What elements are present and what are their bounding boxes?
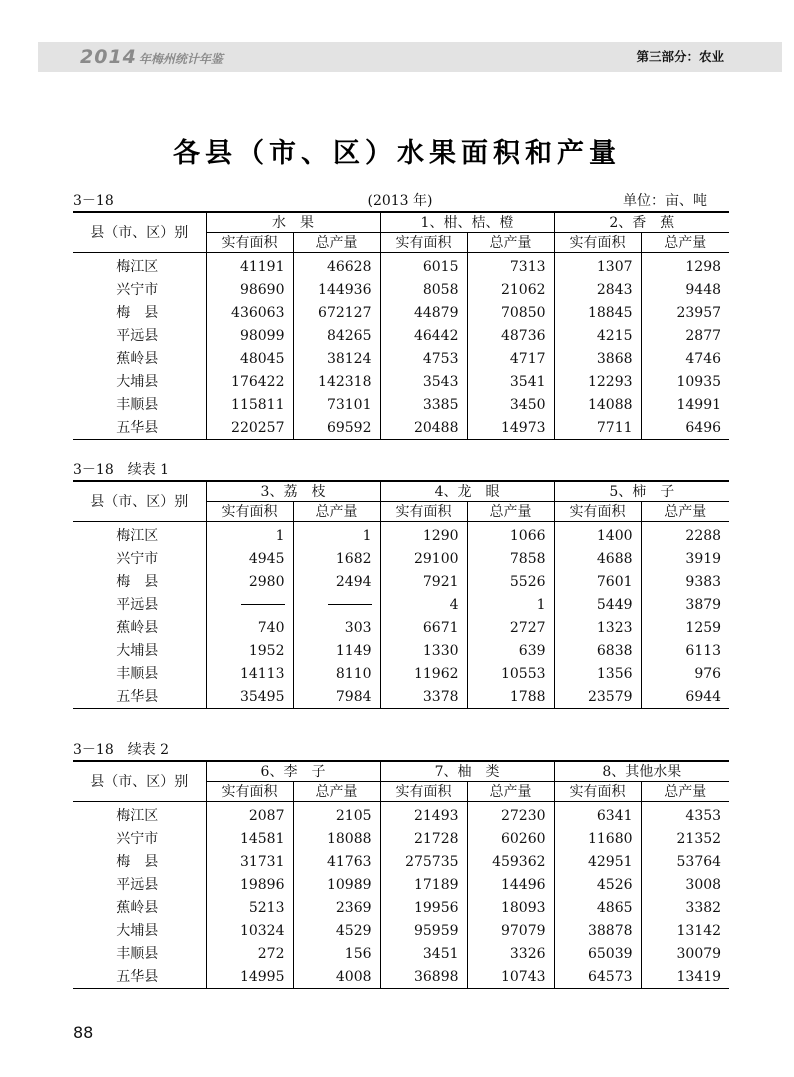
group-header: 6、李 子 xyxy=(206,761,380,782)
county-column-header: 县（市、区）别 xyxy=(73,481,206,522)
output-cell: 53764 xyxy=(641,850,729,873)
table-row xyxy=(73,896,729,919)
output-cell: 156 xyxy=(293,942,380,965)
county-name: 丰顺县 xyxy=(116,945,159,962)
county-name: 丰顺县 xyxy=(116,396,159,413)
area-cell: 14088 xyxy=(554,393,641,416)
output-cell: 21352 xyxy=(641,827,729,850)
output-cell: 6496 xyxy=(641,416,729,440)
area-cell: 6015 xyxy=(380,253,467,279)
output-cell: 672127 xyxy=(293,301,380,324)
table-row xyxy=(73,616,729,639)
area-cell: 176422 xyxy=(206,370,293,393)
table-row xyxy=(73,393,729,416)
table-row xyxy=(73,522,729,548)
output-cell: 60260 xyxy=(467,827,554,850)
output-cell: 3008 xyxy=(641,873,729,896)
area-cell: 5213 xyxy=(206,896,293,919)
output-cell: 18088 xyxy=(293,827,380,850)
area-cell: 1307 xyxy=(554,253,641,279)
output-cell: 10743 xyxy=(467,965,554,989)
output-cell: 4717 xyxy=(467,347,554,370)
area-cell: 1356 xyxy=(554,662,641,685)
area-cell: 11962 xyxy=(380,662,467,685)
area-cell: 6341 xyxy=(554,802,641,828)
table-row xyxy=(73,324,729,347)
group-header: 1、柑、桔、橙 xyxy=(380,212,554,233)
output-cell: 1 xyxy=(293,522,380,548)
fruit-table xyxy=(73,480,729,709)
fruit-table xyxy=(73,211,729,440)
output-cell: 10553 xyxy=(467,662,554,685)
table-row xyxy=(73,873,729,896)
area-header: 实有面积 xyxy=(554,782,641,802)
area-header: 实有面积 xyxy=(554,233,641,253)
output-cell: 1298 xyxy=(641,253,729,279)
county-name: 平远县 xyxy=(116,327,159,344)
area-header: 实有面积 xyxy=(380,233,467,253)
output-cell: 38124 xyxy=(293,347,380,370)
area-cell: 48045 xyxy=(206,347,293,370)
output-cell: 84265 xyxy=(293,324,380,347)
output-cell: 2105 xyxy=(293,802,380,828)
table-row xyxy=(73,278,729,301)
output-cell: 3879 xyxy=(641,593,729,616)
table-row xyxy=(73,639,729,662)
area-cell: 3385 xyxy=(380,393,467,416)
area-cell: 17189 xyxy=(380,873,467,896)
no-data-dash xyxy=(328,604,372,605)
county-name: 梅 县 xyxy=(116,304,159,321)
table-row xyxy=(73,919,729,942)
area-cell: 31731 xyxy=(206,850,293,873)
county-name: 梅江区 xyxy=(116,807,159,824)
output-cell: 1 xyxy=(467,593,554,616)
county-name: 蕉岭县 xyxy=(116,899,159,916)
county-name: 兴宁市 xyxy=(116,281,159,298)
table-code-number: 3－18 xyxy=(73,742,114,758)
table-code xyxy=(73,740,169,760)
output-header: 总产量 xyxy=(641,782,729,802)
area-cell: 6671 xyxy=(380,616,467,639)
output-cell: 459362 xyxy=(467,850,554,873)
area-cell: 14995 xyxy=(206,965,293,989)
output-cell: 1259 xyxy=(641,616,729,639)
output-cell: 144936 xyxy=(293,278,380,301)
area-cell: 1330 xyxy=(380,639,467,662)
output-cell: 4008 xyxy=(293,965,380,989)
table-row xyxy=(73,827,729,850)
area-cell: 3868 xyxy=(554,347,641,370)
output-cell: 10935 xyxy=(641,370,729,393)
area-cell: 740 xyxy=(206,616,293,639)
output-cell: 3326 xyxy=(467,942,554,965)
output-cell: 4529 xyxy=(293,919,380,942)
county-name: 五华县 xyxy=(73,965,206,989)
area-cell: 3378 xyxy=(380,685,467,709)
table-row xyxy=(73,370,729,393)
area-cell: 18845 xyxy=(554,301,641,324)
area-header: 实有面积 xyxy=(380,782,467,802)
group-header: 水 果 xyxy=(206,212,380,233)
area-cell: 272 xyxy=(206,942,293,965)
output-cell: 9383 xyxy=(641,570,729,593)
area-cell: 64573 xyxy=(554,965,641,989)
area-cell: 3543 xyxy=(380,370,467,393)
area-cell: 1 xyxy=(206,522,293,548)
area-cell: 20488 xyxy=(380,416,467,440)
output-cell: 6944 xyxy=(641,685,729,709)
area-header: 实有面积 xyxy=(206,782,293,802)
group-header: 3、荔 枝 xyxy=(206,481,380,502)
area-cell: 12293 xyxy=(554,370,641,393)
area-cell: 1323 xyxy=(554,616,641,639)
output-header: 总产量 xyxy=(641,502,729,522)
area-cell: 1290 xyxy=(380,522,467,548)
output-cell: 1682 xyxy=(293,547,380,570)
area-cell: 2087 xyxy=(206,802,293,828)
area-cell: 38878 xyxy=(554,919,641,942)
output-cell: 639 xyxy=(467,639,554,662)
output-cell: 69592 xyxy=(293,416,380,440)
output-header: 总产量 xyxy=(467,233,554,253)
table-code-number: 3－18 xyxy=(73,462,114,478)
area-cell: 19896 xyxy=(206,873,293,896)
output-cell: 70850 xyxy=(467,301,554,324)
area-header: 实有面积 xyxy=(206,502,293,522)
table-code: 3－18 xyxy=(73,193,114,209)
area-cell: 4753 xyxy=(380,347,467,370)
county-name: 大埔县 xyxy=(116,373,159,390)
county-name: 梅江区 xyxy=(116,527,159,544)
county-name: 五华县 xyxy=(73,685,206,709)
area-header: 实有面积 xyxy=(554,502,641,522)
table-unit: 单位：亩、吨 xyxy=(623,193,707,209)
area-cell: 4688 xyxy=(554,547,641,570)
continuation-label: 续表 1 xyxy=(127,462,170,478)
output-cell: 5526 xyxy=(467,570,554,593)
area-cell: 7921 xyxy=(380,570,467,593)
area-cell: 4865 xyxy=(554,896,641,919)
output-cell: 18093 xyxy=(467,896,554,919)
output-cell: 13142 xyxy=(641,919,729,942)
group-header: 7、柚 类 xyxy=(380,761,554,782)
table-caption xyxy=(73,191,727,211)
area-cell: 4 xyxy=(380,593,467,616)
output-header: 总产量 xyxy=(293,233,380,253)
output-cell: 73101 xyxy=(293,393,380,416)
output-cell: 48736 xyxy=(467,324,554,347)
output-cell: 21062 xyxy=(467,278,554,301)
table-code xyxy=(73,460,169,480)
output-cell: 2494 xyxy=(293,570,380,593)
area-cell: 44879 xyxy=(380,301,467,324)
output-cell: 3382 xyxy=(641,896,729,919)
area-cell: 23579 xyxy=(554,685,641,709)
county-name: 兴宁市 xyxy=(116,550,159,567)
output-cell: 2727 xyxy=(467,616,554,639)
output-cell: 97079 xyxy=(467,919,554,942)
output-cell: 10989 xyxy=(293,873,380,896)
area-cell: 4215 xyxy=(554,324,641,347)
output-cell: 8110 xyxy=(293,662,380,685)
output-cell: 23957 xyxy=(641,301,729,324)
area-cell: 21493 xyxy=(380,802,467,828)
county-name: 蕉岭县 xyxy=(116,350,159,367)
table-row xyxy=(73,802,729,828)
output-cell: 30079 xyxy=(641,942,729,965)
output-cell: 14991 xyxy=(641,393,729,416)
group-header: 8、其他水果 xyxy=(554,761,729,782)
area-cell: 3451 xyxy=(380,942,467,965)
output-cell: 1149 xyxy=(293,639,380,662)
county-name: 蕉岭县 xyxy=(116,619,159,636)
output-cell: 41763 xyxy=(293,850,380,873)
output-cell: 7858 xyxy=(467,547,554,570)
output-cell: 3450 xyxy=(467,393,554,416)
table-row xyxy=(73,662,729,685)
output-cell: 1788 xyxy=(467,685,554,709)
area-cell: 1952 xyxy=(206,639,293,662)
output-cell: 4746 xyxy=(641,347,729,370)
area-cell: 98099 xyxy=(206,324,293,347)
output-cell: 7984 xyxy=(293,685,380,709)
table-caption xyxy=(73,460,727,480)
continuation-label: 续表 2 xyxy=(127,742,170,758)
output-header: 总产量 xyxy=(293,502,380,522)
area-cell: 275735 xyxy=(380,850,467,873)
yearbook-year: 2014 xyxy=(80,46,137,68)
table-row xyxy=(73,570,729,593)
yearbook-name xyxy=(80,44,223,70)
output-cell: 303 xyxy=(293,616,380,639)
output-cell: 3919 xyxy=(641,547,729,570)
county-column-header: 县（市、区）别 xyxy=(73,761,206,802)
area-cell: 46442 xyxy=(380,324,467,347)
fruit-table xyxy=(73,760,729,989)
county-name: 五华县 xyxy=(73,416,206,440)
table-row xyxy=(73,301,729,324)
area-cell: 65039 xyxy=(554,942,641,965)
table-row xyxy=(73,547,729,570)
area-cell: 42951 xyxy=(554,850,641,873)
area-cell: 98690 xyxy=(206,278,293,301)
county-column-header: 县（市、区）别 xyxy=(73,212,206,253)
output-header: 总产量 xyxy=(641,233,729,253)
no-data-dash xyxy=(241,604,285,605)
area-cell: 115811 xyxy=(206,393,293,416)
page-number: 88 xyxy=(73,1023,94,1042)
table-row xyxy=(73,685,729,709)
table-year: (2013 年) xyxy=(367,193,433,209)
table-row xyxy=(73,347,729,370)
area-cell: 11680 xyxy=(554,827,641,850)
area-cell: 10324 xyxy=(206,919,293,942)
county-name: 丰顺县 xyxy=(116,665,159,682)
area-cell: 36898 xyxy=(380,965,467,989)
group-header: 4、龙 眼 xyxy=(380,481,554,502)
output-cell: 2288 xyxy=(641,522,729,548)
table-row xyxy=(73,593,729,616)
page-title: 各县（市、区）水果面积和产量 xyxy=(173,138,621,169)
county-name: 梅 县 xyxy=(116,853,159,870)
county-name: 平远县 xyxy=(116,876,159,893)
table-row xyxy=(73,850,729,873)
output-cell: 14496 xyxy=(467,873,554,896)
output-cell: 976 xyxy=(641,662,729,685)
group-header: 2、香 蕉 xyxy=(554,212,729,233)
output-header: 总产量 xyxy=(467,782,554,802)
table-row xyxy=(73,253,729,279)
area-cell: 2980 xyxy=(206,570,293,593)
area-cell: 7601 xyxy=(554,570,641,593)
area-header: 实有面积 xyxy=(380,502,467,522)
table-row xyxy=(73,416,729,440)
county-name: 大埔县 xyxy=(116,642,159,659)
area-cell: 5449 xyxy=(554,593,641,616)
output-cell: 3541 xyxy=(467,370,554,393)
area-cell: 1400 xyxy=(554,522,641,548)
area-cell: 2843 xyxy=(554,278,641,301)
output-cell: 142318 xyxy=(293,370,380,393)
table-row xyxy=(73,965,729,989)
output-cell: 27230 xyxy=(467,802,554,828)
output-cell: 7313 xyxy=(467,253,554,279)
area-cell: 14581 xyxy=(206,827,293,850)
group-header: 5、柿 子 xyxy=(554,481,729,502)
area-cell: 8058 xyxy=(380,278,467,301)
area-cell: 7711 xyxy=(554,416,641,440)
area-cell: 41191 xyxy=(206,253,293,279)
area-cell xyxy=(206,593,293,616)
area-cell: 436063 xyxy=(206,301,293,324)
output-cell: 2369 xyxy=(293,896,380,919)
county-name: 梅江区 xyxy=(116,258,159,275)
yearbook-title: 年梅州统计年鉴 xyxy=(138,52,223,66)
area-cell: 19956 xyxy=(380,896,467,919)
area-cell: 4526 xyxy=(554,873,641,896)
output-cell: 1066 xyxy=(467,522,554,548)
table-caption xyxy=(73,740,727,760)
output-cell: 46628 xyxy=(293,253,380,279)
output-cell: 14973 xyxy=(467,416,554,440)
area-cell: 4945 xyxy=(206,547,293,570)
area-cell: 95959 xyxy=(380,919,467,942)
county-name: 兴宁市 xyxy=(116,830,159,847)
output-header: 总产量 xyxy=(467,502,554,522)
table-row xyxy=(73,942,729,965)
output-cell: 13419 xyxy=(641,965,729,989)
output-header: 总产量 xyxy=(293,782,380,802)
county-name: 平远县 xyxy=(116,596,159,613)
county-name: 大埔县 xyxy=(116,922,159,939)
area-cell: 29100 xyxy=(380,547,467,570)
output-cell: 4353 xyxy=(641,802,729,828)
output-cell: 2877 xyxy=(641,324,729,347)
area-cell: 35495 xyxy=(206,685,293,709)
area-cell: 6838 xyxy=(554,639,641,662)
county-name: 梅 县 xyxy=(116,573,159,590)
area-header: 实有面积 xyxy=(206,233,293,253)
output-cell xyxy=(293,593,380,616)
area-cell: 21728 xyxy=(380,827,467,850)
output-cell: 9448 xyxy=(641,278,729,301)
area-cell: 14113 xyxy=(206,662,293,685)
area-cell: 220257 xyxy=(206,416,293,440)
output-cell: 6113 xyxy=(641,639,729,662)
section-title: 第三部分：农业 xyxy=(636,49,724,64)
